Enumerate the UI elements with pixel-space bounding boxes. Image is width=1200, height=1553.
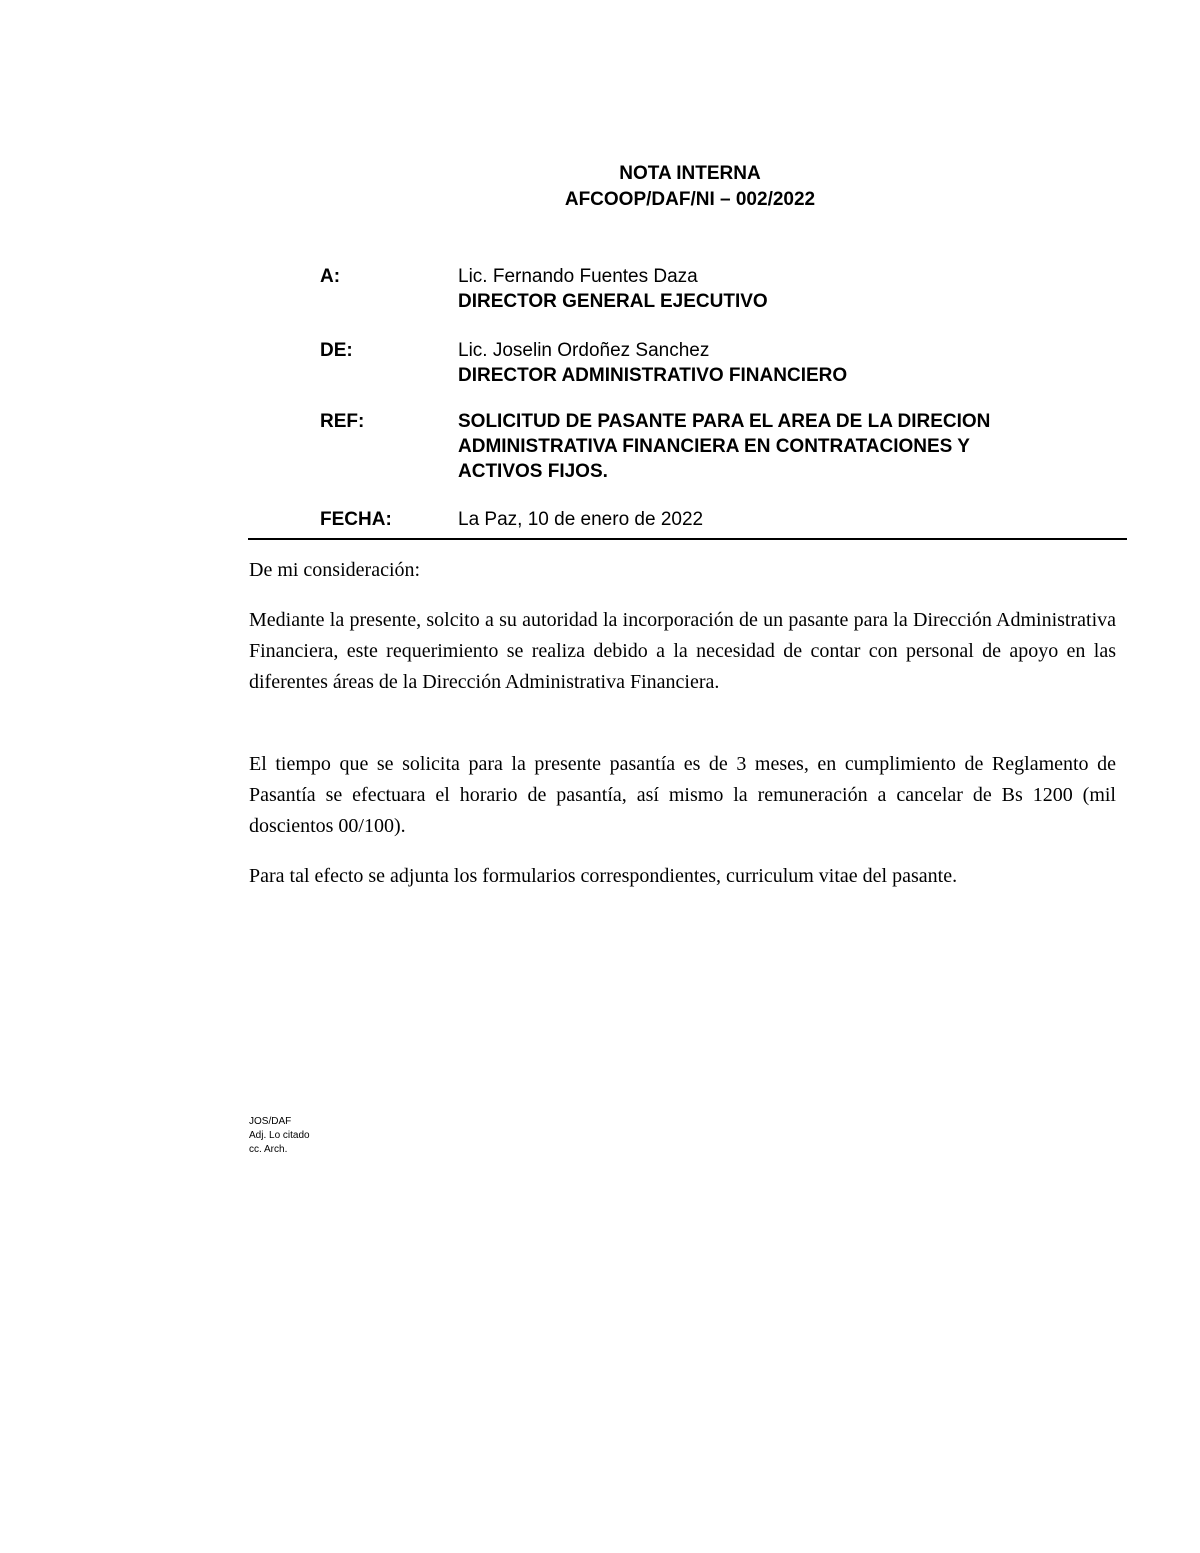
paragraph-3: Para tal efecto se adjunta los formularios correspondientes, curriculum vitae del pasante.	[249, 865, 958, 887]
to-name: Lic. Fernando Fuentes Daza	[458, 266, 698, 287]
header-divider	[248, 538, 1127, 540]
from-label: DE:	[320, 340, 353, 361]
date-value: La Paz, 10 de enero de 2022	[458, 509, 704, 530]
ref-label: REF:	[320, 411, 365, 432]
footer-attachment: Adj. Lo citado	[249, 1130, 310, 1141]
ref-value: SOLICITUD DE PASANTE PARA EL AREA DE LA DIRECION ADMINISTRATIVA FINANCIERA EN CONTRATACIONES Y ACTIVOS FIJOS.	[458, 411, 991, 482]
footer-copy: cc. Arch.	[249, 1144, 288, 1155]
to-value	[458, 264, 1058, 314]
to-role: DIRECTOR GENERAL EJECUTIVO	[458, 291, 768, 312]
from-value	[458, 338, 1058, 388]
paragraph-2: El tiempo que se solicita para la presente pasantía es de 3 meses, en cumplimiento de Reglamento de Pasantía se efectuara el horario de pasantía, así mismo la remuneración a cancelar de Bs 1200 (mil doscientos 00/100).	[249, 753, 1116, 837]
from-name: Lic. Joselin Ordoñez Sanchez	[458, 340, 710, 361]
footer-initials: JOS/DAF	[249, 1116, 292, 1127]
from-role: DIRECTOR ADMINISTRATIVO FINANCIERO	[458, 365, 848, 386]
paragraph-1: Mediante la presente, solcito a su autoridad la incorporación de un pasante para la Dirección Administrativa Financiera, este requerimiento se realiza debido a la necesidad de contar con personal de apoyo en las diferentes áreas de la Dirección Administrativa Financiera.	[249, 609, 1116, 693]
memo-footer	[249, 1115, 310, 1157]
to-label: A:	[320, 266, 341, 287]
memo-title: NOTA INTERNA	[619, 163, 761, 184]
date-label: FECHA:	[320, 509, 392, 530]
greeting: De mi consideración:	[249, 559, 421, 581]
memo-reference-code: AFCOOP/DAF/NI – 002/2022	[564, 189, 816, 210]
